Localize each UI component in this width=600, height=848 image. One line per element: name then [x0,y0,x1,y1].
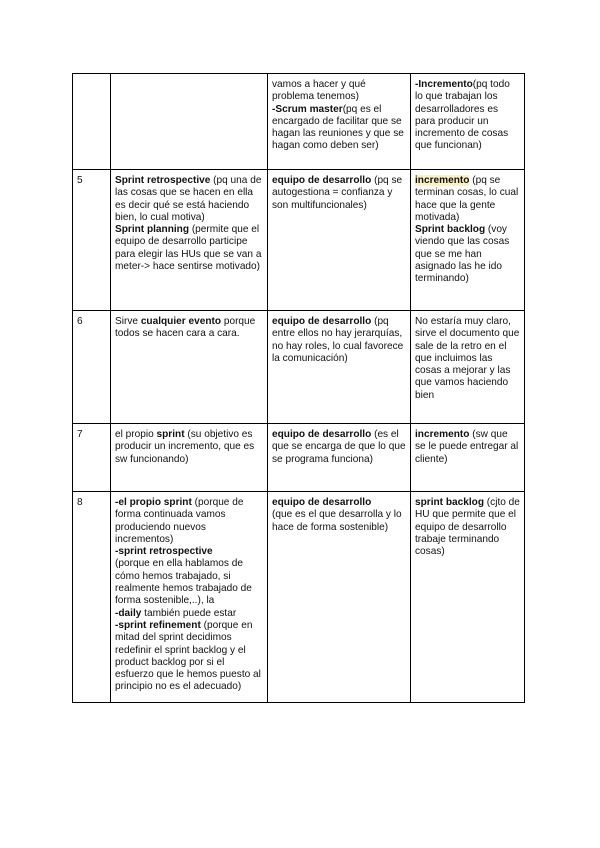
roles-cell [268,492,411,703]
bold-term: incremento [415,429,470,440]
table-row [73,424,525,492]
cell-text: (porque en mitad del sprint decidimos redefinir el sprint backlog y el product backlog por si el esfuerzo que le hemos puesto al principio no es el adecuado) [115,619,261,693]
artifacts-cell [411,170,525,311]
cell-paragraph [115,558,263,607]
artifacts-cell [411,424,525,492]
cell-paragraph [115,429,263,466]
cell-text: (su objetivo es producir un incremento, que es sw funcionando) [115,429,255,465]
cell-paragraph [115,620,263,694]
bold-term: equipo de desarrollo [272,316,372,327]
bold-term: equipo de desarrollo [272,429,372,440]
roles-cell [268,424,411,492]
cell-paragraph [415,224,520,285]
cell-text: (pq entre ellos no hay jerarquías, no hay roles, lo cual favorece la comunicación) [272,316,404,364]
cell-paragraph [115,316,263,341]
cell-paragraph [272,316,406,365]
events-cell [111,492,268,703]
bold-term: -Scrum master [272,103,343,115]
cell-paragraph [115,546,263,558]
cell-text: No estaría muy claro, sirve el documento que sale de la retro en el que incluimos las cosas a mejorar y las que vamos haciendo bien [415,316,520,401]
table-row [73,170,525,311]
events-cell [111,311,268,424]
artifacts-cell [411,74,525,170]
question-number [73,74,111,170]
cell-text: también puede estar [141,607,237,619]
cell-paragraph [272,79,406,104]
table-row [73,74,525,170]
cell-text: (cjto de HU que permite que el equipo de desarrollo trabaje terminando cosas) [415,497,520,558]
bold-term: equipo de desarrollo [272,175,372,186]
cell-paragraph [415,175,520,224]
question-number: 7 [73,424,111,492]
roles-cell [268,311,411,424]
cell-paragraph [415,79,520,153]
cell-text: (porque en ella hablamos de cómo hemos trabajado, si realmente hemos trabajado de forma sostenible,..), la [115,558,252,607]
bold-term: -sprint refinement [115,619,201,631]
events-cell [111,170,268,311]
cell-text: (pq se autogestiona = confianza y son multifuncionales) [272,175,403,211]
table-row [73,311,525,424]
bold-term: cualquier evento [140,316,222,327]
cell-text: (voy viendo que las cosas que se me han asignado las he ido terminando) [415,224,510,285]
cell-paragraph [272,509,406,534]
cell-text: porque todos se hacen cara a cara. [115,316,256,340]
bold-term: -sprint retrospective [115,546,213,558]
cell-paragraph [415,429,520,466]
question-number: 5 [73,170,111,311]
cell-text: (pq se terminan cosas, lo cual hace que la gente motivada) [415,175,519,223]
cell-paragraph [415,497,520,558]
cell-paragraph [415,316,520,402]
question-number: 8 [73,492,111,703]
bold-term: incremento [415,175,470,186]
cell-text: (sw que se le puede entregar al cliente) [415,429,519,465]
roles-cell [268,74,411,170]
cell-text: (pq una de las cosas que se hacen en ella es decir qué se está haciendo bien, lo cual motiva) [115,175,262,223]
bold-term: -el propio sprint [115,497,192,508]
artifacts-cell [411,492,525,703]
artifacts-cell [411,311,525,424]
cell-paragraph [272,104,406,153]
bold-term: -Incremento [415,79,473,90]
question-number: 6 [73,311,111,424]
cell-text: (pq todo lo que trabajan los desarrolladores es para producir un incremento de cosas que funcionan) [415,79,510,152]
scrum-answers-table [72,73,525,703]
cell-paragraph [272,497,406,509]
events-cell [111,74,268,170]
cell-paragraph [272,429,406,466]
cell-text: Sirve [115,316,141,327]
cell-text: (porque de forma continuada vamos produciendo nuevos incrementos) [115,497,244,545]
bold-term: equipo de desarrollo [272,497,372,508]
events-cell [111,424,268,492]
roles-cell [268,170,411,311]
cell-text: vamos a hacer y qué problema tenemos) [272,79,366,103]
bold-term: Sprint backlog [415,224,486,236]
cell-paragraph [115,497,263,546]
bold-term: sprint backlog [415,497,484,508]
cell-text: (es el que se encarga de que lo que se programa funciona) [272,429,406,465]
cell-text: (permite que el equipo de desarrollo participe para elegir las HUs que se van a meter-> hace sentirse motivado) [115,224,262,273]
table-row [73,492,525,703]
cell-paragraph [115,608,263,620]
bold-term: -daily [115,607,142,619]
cell-text: el propio [115,429,157,440]
bold-term: Sprint planning [115,224,190,236]
cell-text: (que es el que desarrolla y lo hace de forma sostenible) [272,509,402,533]
cell-text: (pq es el encargado de facilitar que se hagan las reuniones y que se hagan como deben ser) [272,103,404,152]
cell-paragraph [115,175,263,224]
bold-term: Sprint retrospective [115,175,211,186]
bold-term: sprint [156,429,185,440]
cell-paragraph [115,224,263,273]
cell-paragraph [272,175,406,212]
